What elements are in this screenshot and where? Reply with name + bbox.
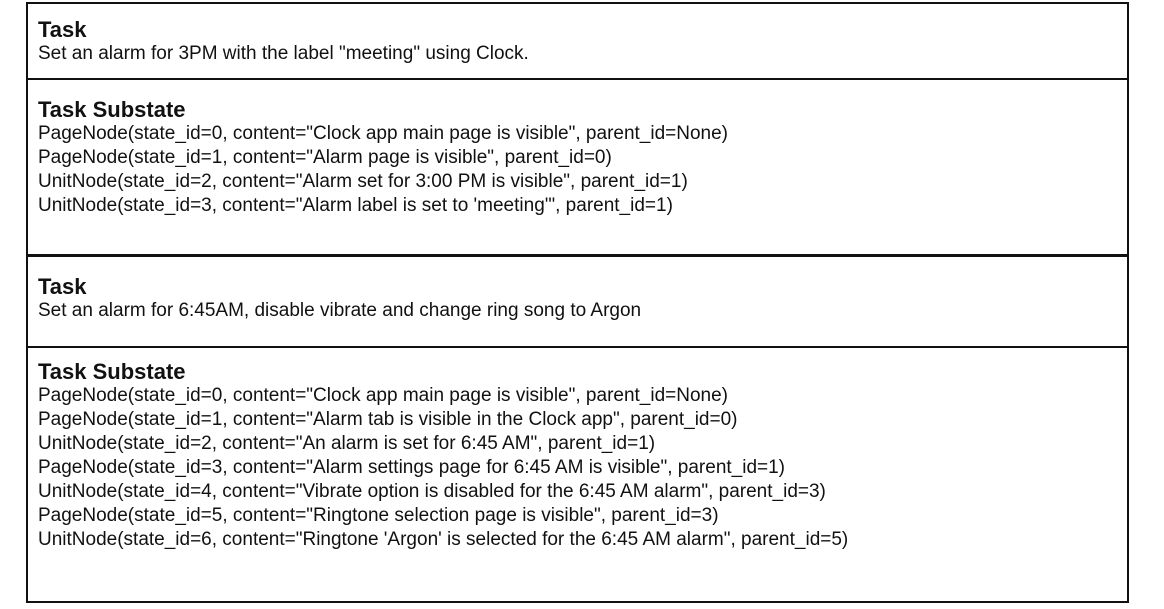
task-text: Set an alarm for 3PM with the label "meeting" using Clock. [38, 43, 529, 64]
substate-line: PageNode(state_id=3, content="Alarm settings page for 6:45 AM is visible", parent_id=1) [38, 457, 786, 478]
substate-line: PageNode(state_id=1, content="Alarm page is visible", parent_id=0) [38, 147, 612, 168]
task-text: Set an alarm for 6:45AM, disable vibrate and change ring song to Argon [38, 300, 642, 321]
substate-line: PageNode(state_id=0, content="Clock app main page is visible", parent_id=None) [38, 123, 729, 144]
substate-section-1 [28, 80, 1127, 252]
substate-line: PageNode(state_id=5, content="Ringtone selection page is visible", parent_id=3) [38, 505, 719, 526]
task-section-2 [28, 257, 1127, 347]
substate-line: PageNode(state_id=0, content="Clock app main page is visible", parent_id=None) [38, 385, 729, 406]
substate-line: UnitNode(state_id=4, content="Vibrate option is disabled for the 6:45 AM alarm", parent_id=3) [38, 481, 826, 502]
substate-section-2 [28, 348, 1127, 603]
substate-line: UnitNode(state_id=6, content="Ringtone 'Argon' is selected for the 6:45 AM alarm", parent_id=5) [38, 529, 849, 550]
task-heading: Task [38, 274, 87, 299]
task-table [26, 2, 1129, 603]
task-heading: Task [38, 17, 87, 42]
substate-heading: Task Substate [38, 97, 186, 122]
substate-line: UnitNode(state_id=3, content="Alarm label is set to 'meeting'", parent_id=1) [38, 195, 673, 216]
substate-line: UnitNode(state_id=2, content="An alarm is set for 6:45 AM", parent_id=1) [38, 433, 656, 454]
substate-line: PageNode(state_id=1, content="Alarm tab is visible in the Clock app", parent_id=0) [38, 409, 738, 430]
substate-heading: Task Substate [38, 359, 186, 384]
task-section-1 [28, 4, 1127, 78]
substate-line: UnitNode(state_id=2, content="Alarm set for 3:00 PM is visible", parent_id=1) [38, 171, 688, 192]
